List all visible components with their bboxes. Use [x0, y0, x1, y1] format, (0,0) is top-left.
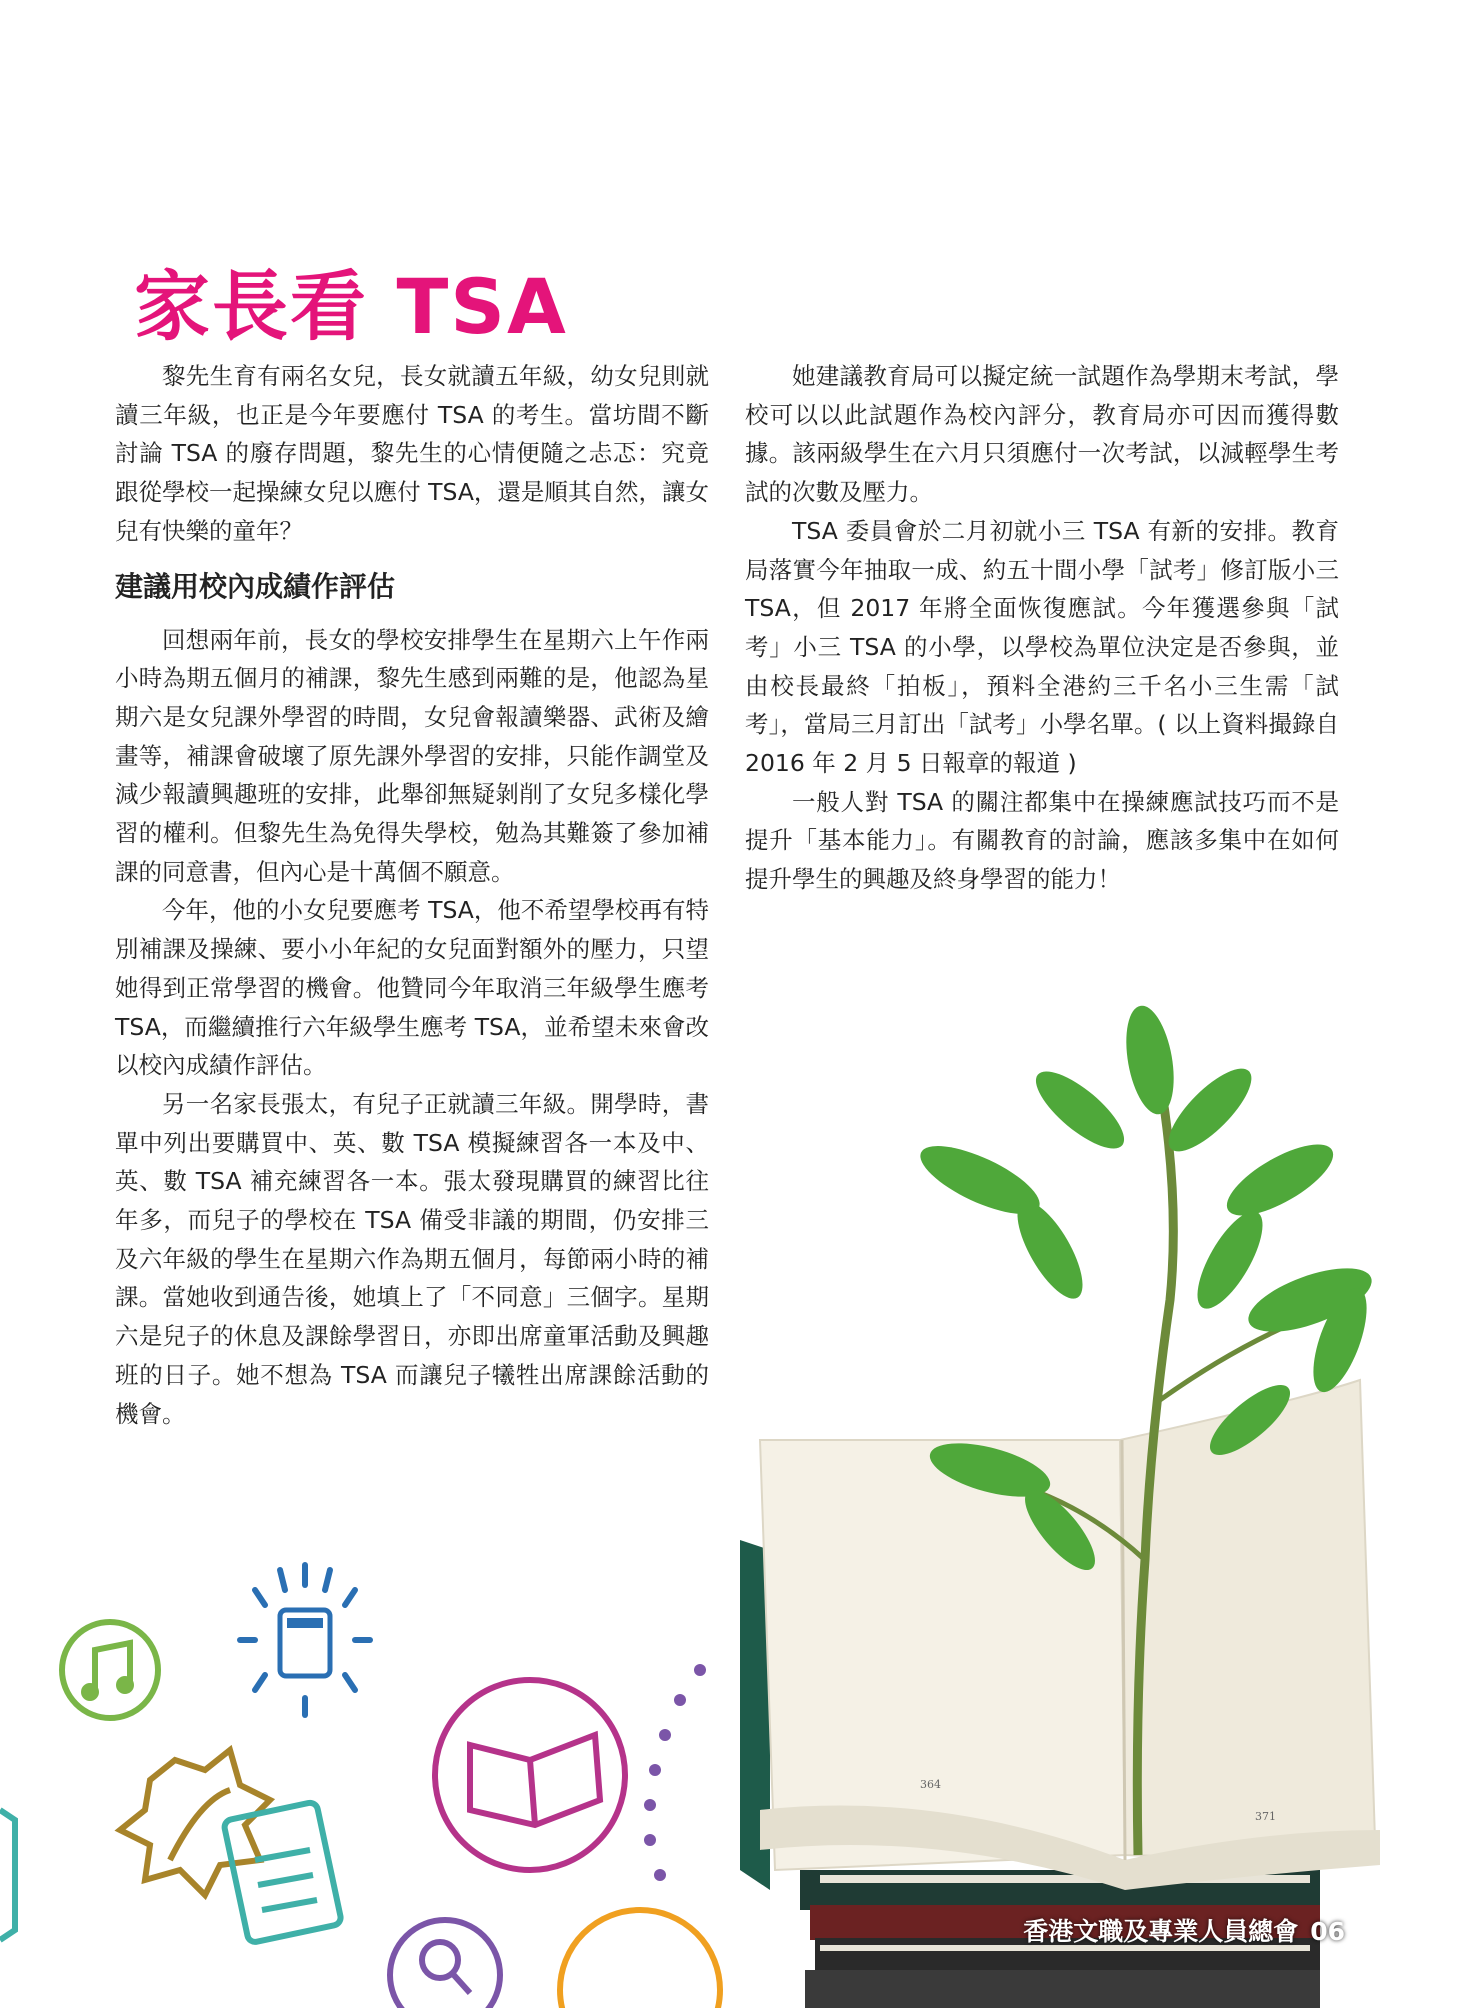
body-paragraph: 回想兩年前，長女的學校安排學生在星期六上午作兩小時為期五個月的補課，黎先生感到兩難的是，他認為星期六是女兒課外學習的時間，女兒會報讀樂器、武術及繪畫等，補課會破壞了原先課外學習的安排，只能作調堂及減少報讀興趣班的安排，此舉卻無疑剝削了女兒多樣化學習的權利。但黎先生為免得失學校，勉為其難簽了參加補課的同意書，但內心是十萬個不願意。 — [115, 625, 709, 886]
footer-organization: 香港文職及專業人員總會 — [1023, 1917, 1299, 1946]
body-paragraph: 她建議教育局可以擬定統一試題作為學期末考試，學校可以以此試題作為校內評分，教育局亦可因而獲得數據。該兩級學生在六月只須應付一次考試，以減輕學生考試的次數及壓力。 — [745, 362, 1339, 507]
body-paragraph: TSA 委員會於二月初就小三 TSA 有新的安排。教育局落實今年抽取一成、約五十間小學「試考」修訂版小三 TSA，但 2017 年將全面恢復應試。今年獲選參與「試考」小三 TSA 的小學，以學校為單位決定是否參與，並由校長最終「拍板」，預料全港約三千名小三生需「試考」，當局三月訂出「試考」小學名單。( 以上資料撮錄自 2016 年 2 月 5 日報章的報道 ) — [745, 516, 1339, 778]
body-paragraph: 一般人對 TSA 的關注都集中在操練應試技巧而不是提升「基本能力」。有關教育的討論，應該多集中在如何提升學生的興趣及終身學習的能力！ — [745, 787, 1339, 894]
section-subheading: 建議用校內成績作評估 — [115, 569, 396, 603]
green-doodle — [0, 1810, 15, 1940]
music-note-icon — [62, 1622, 158, 1718]
open-book-icon — [435, 1680, 625, 1870]
right-column — [745, 357, 1339, 899]
intro-paragraph: 黎先生育有兩名女兒，長女就讀五年級，幼女兒則就讀三年級，也正是今年要應付 TSA 的考生。當坊間不斷討論 TSA 的廢存問題，黎先生的心情便隨之忐忑：究竟跟從學校一起操練女兒以應付 TSA，還是順其自然，讓女兒有快樂的童年？ — [115, 362, 709, 545]
book-page-number-left: 364 — [920, 1778, 941, 1791]
calculator-icon — [240, 1565, 370, 1715]
book-page-number-right: 371 — [1255, 1810, 1276, 1823]
feather-icon — [120, 1750, 270, 1895]
page-number: 06 — [1310, 1917, 1345, 1946]
page-footer — [1011, 1912, 1345, 1948]
body-paragraph: 今年，他的小女兒要應考 TSA，他不希望學校再有特別補課及操練、要小小年紀的女兒面對額外的壓力，只望她得到正常學習的機會。他贊同今年取消三年級學生應考 TSA，而繼續推行六年級學生應考 TSA，並希望未來會改以校內成績作評估。 — [115, 896, 709, 1080]
orange-doodle — [560, 1910, 720, 2008]
magnifier-icon — [390, 1920, 500, 2008]
dotted-arc — [644, 1664, 706, 1881]
book-and-sprout-illustration — [0, 960, 1457, 2008]
article-title: 家長看 TSA — [134, 262, 568, 351]
clipboard-icon — [223, 1801, 342, 1943]
open-book — [740, 1380, 1380, 1890]
body-paragraph: 另一名家長張太，有兒子正就讀三年級。開學時，書單中列出要購買中、英、數 TSA 模擬練習各一本及中、英、數 TSA 補充練習各一本。張太發現購買的練習比往年多，而兒子的學校在 TSA 備受非議的期間，仍安排三及六年級的學生在星期六作為期五個月，每節兩小時的補課。當她收到通告後，她填上了「不同意」三個字。星期六是兒子的休息及課餘學習日，亦即出席童軍活動及興趣班的日子。她不想為 TSA 而讓兒子犧牲出席課餘活動的機會。 — [115, 1089, 709, 1428]
